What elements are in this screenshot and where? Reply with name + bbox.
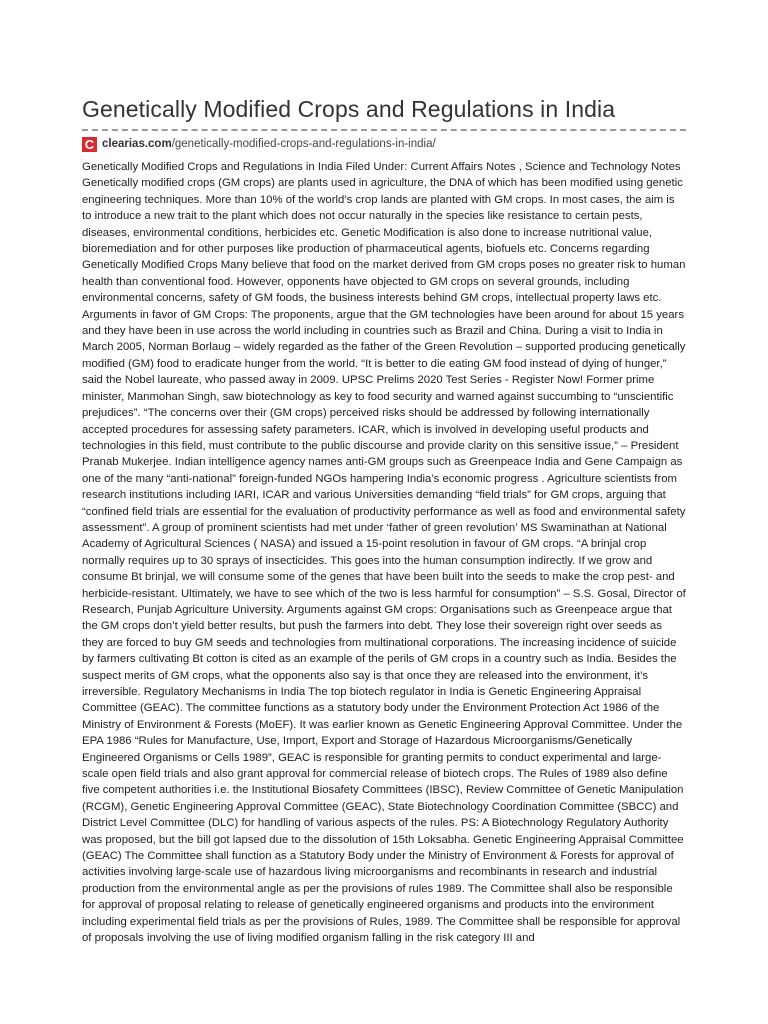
source-path[interactable]: /genetically-modified-crops-and-regulations-in-india/	[171, 138, 436, 150]
document-title: Genetically Modified Crops and Regulations in India	[82, 96, 616, 122]
clearias-logo-icon: C	[82, 137, 97, 152]
dashed-divider	[82, 129, 686, 131]
source-domain[interactable]: clearias.com	[102, 138, 172, 150]
article-body: Genetically Modified Crops and Regulations in India Filed Under: Current Affairs Notes , Science and Technology Notes Genetically modified crops (GM crops) are plants used in agriculture, the DNA of which has been modified using genetic engineering techniques. More than 10% of the world’s crop lands are planted with GM crops. In most cases, the aim is to introduce a new trait to the plant which does not occur naturally in the species like resistance to certain pests, diseases, environmental conditions, herbicides etc. Genetic Modification is also done to increase nutritional value, bioremediation and for other purposes like production of pharmaceutical agents, biofuels etc. Concerns regarding Genetically Modified Crops Many believe that food on the market derived from GM crops poses no greater risk to human health than conventional food. However, opponents have objected to GM crops on several grounds, including environmental concerns, safety of GM foods, the business interests behind GM crops, intellectual property laws etc. Arguments in favor of GM Crops: The proponents, argue that the GM technologies have been around for about 15 years and they have been in use across the world including in countries such as Brazil and China. During a visit to India in March 2005, Norman Borlaug – widely regarded as the father of the Green Revolution – supported producing genetically modified (GM) food to eradicate hunger from the world. “It is better to die eating GM food instead of dying of hunger,” said the Nobel laureate, who passed away in 2009. UPSC Prelims 2020 Test Series - Register Now! Former prime minister, Manmohan Singh, saw biotechnology as key to food security and warned against succumbing to “unscientific prejudices”. “The concerns over their (GM crops) perceived risks should be addressed by following internationally accepted procedures for assessing safety parameters. ICAR, which is involved in developing useful products and technologies in this field, must contribute to the public discourse and provide clarity on this sensitive issue,” – President Pranab Mukerjee. Indian intelligence agency names anti-GM groups such as Greenpeace India and Gene Campaign as one of the many “anti-national” foreign-funded NGOs hampering India’s economic progress . Agriculture scientists from research institutions including IARI, ICAR and various Universities demanding “field trials” for GM crops, arguing that “confined field trials are essential for the evaluation of productivity performance as well as food and environmental safety assessment”. A group of prominent scientists had met under ‘father of green revolution’ MS Swaminathan at National Academy of Agricultural Sciences ( NASA) and issued a 15-point resolution in favour of GM crops. “A brinjal crop normally requires up to 30 sprays of insecticides. This goes into the human consumption indirectly. If we grow and consume Bt brinjal, we will consume some of the genes that have been built into the seeds to make the crop pest- and herbicide-resistant. Ultimately, we have to see which of the two is less harmful for consumption” – S.S. Gosal, Director of Research, Punjab Agriculture University. Arguments against GM crops: Organisations such as Greenpeace argue that the GM crops don’t yield better results, but push the farmers into debt. They lose their sovereign right over seeds as they are forced to buy GM seeds and technologies from multinational corporations. The increasing incidence of suicide by farmers cultivating Bt cotton is cited as an example of the perils of GM crops in a country such as India. Besides the suspect merits of GM crops, what the opponents also say is that once they are released into the environment, it’s irreversible. Regulatory Mechanisms in India The top biotech regulator in India is Genetic Engineering Appraisal Committee (GEAC). The committee functions as a statutory body under the Environment Protection Act 1986 of the Ministry of Environment & Forests (MoEF). It was earlier known as Genetic Engineering Approval Committee. Under the EPA 1986 “Rules for Manufacture, Use, Import, Export and Storage of Hazardous Microorganisms/Genetically Engineered Organisms or Cells 1989”, GEAC is responsible for granting permits to conduct experimental and large-scale open field trials and also grant approval for commercial release of biotech crops. The Rules of 1989 also define five competent authorities i.e. the Institutional Biosafety Committees (IBSC), Review Committee of Genetic Manipulation (RCGM), Genetic Engineering Approval Committee (GEAC), State Biotechnology Coordination Committee (SBCC) and District Level Committee (DLC) for handling of various aspects of the rules. PS: A Biotechnology Regulatory Authority was proposed, but the bill got lapsed due to the dissolution of 15th Loksabha. Genetic Engineering Appraisal Committee (GEAC) The Committee shall function as a Statutory Body under the Ministry of Environment & Forests for approval of activities involving large-scale use of hazardous living microorganisms and recombinants in research and industrial production from the environmental angle as per the provisions of rules 1989. The Committee shall also be responsible for approval of proposal relating to release of genetically engineered organisms and products into the environment including experimental field trials as per the provisions of Rules, 1989. The Committee shall be responsible for approval of proposals involving the use of living modified organism falling in the risk category III and	[82, 161, 686, 945]
source-link[interactable]	[82, 136, 436, 152]
